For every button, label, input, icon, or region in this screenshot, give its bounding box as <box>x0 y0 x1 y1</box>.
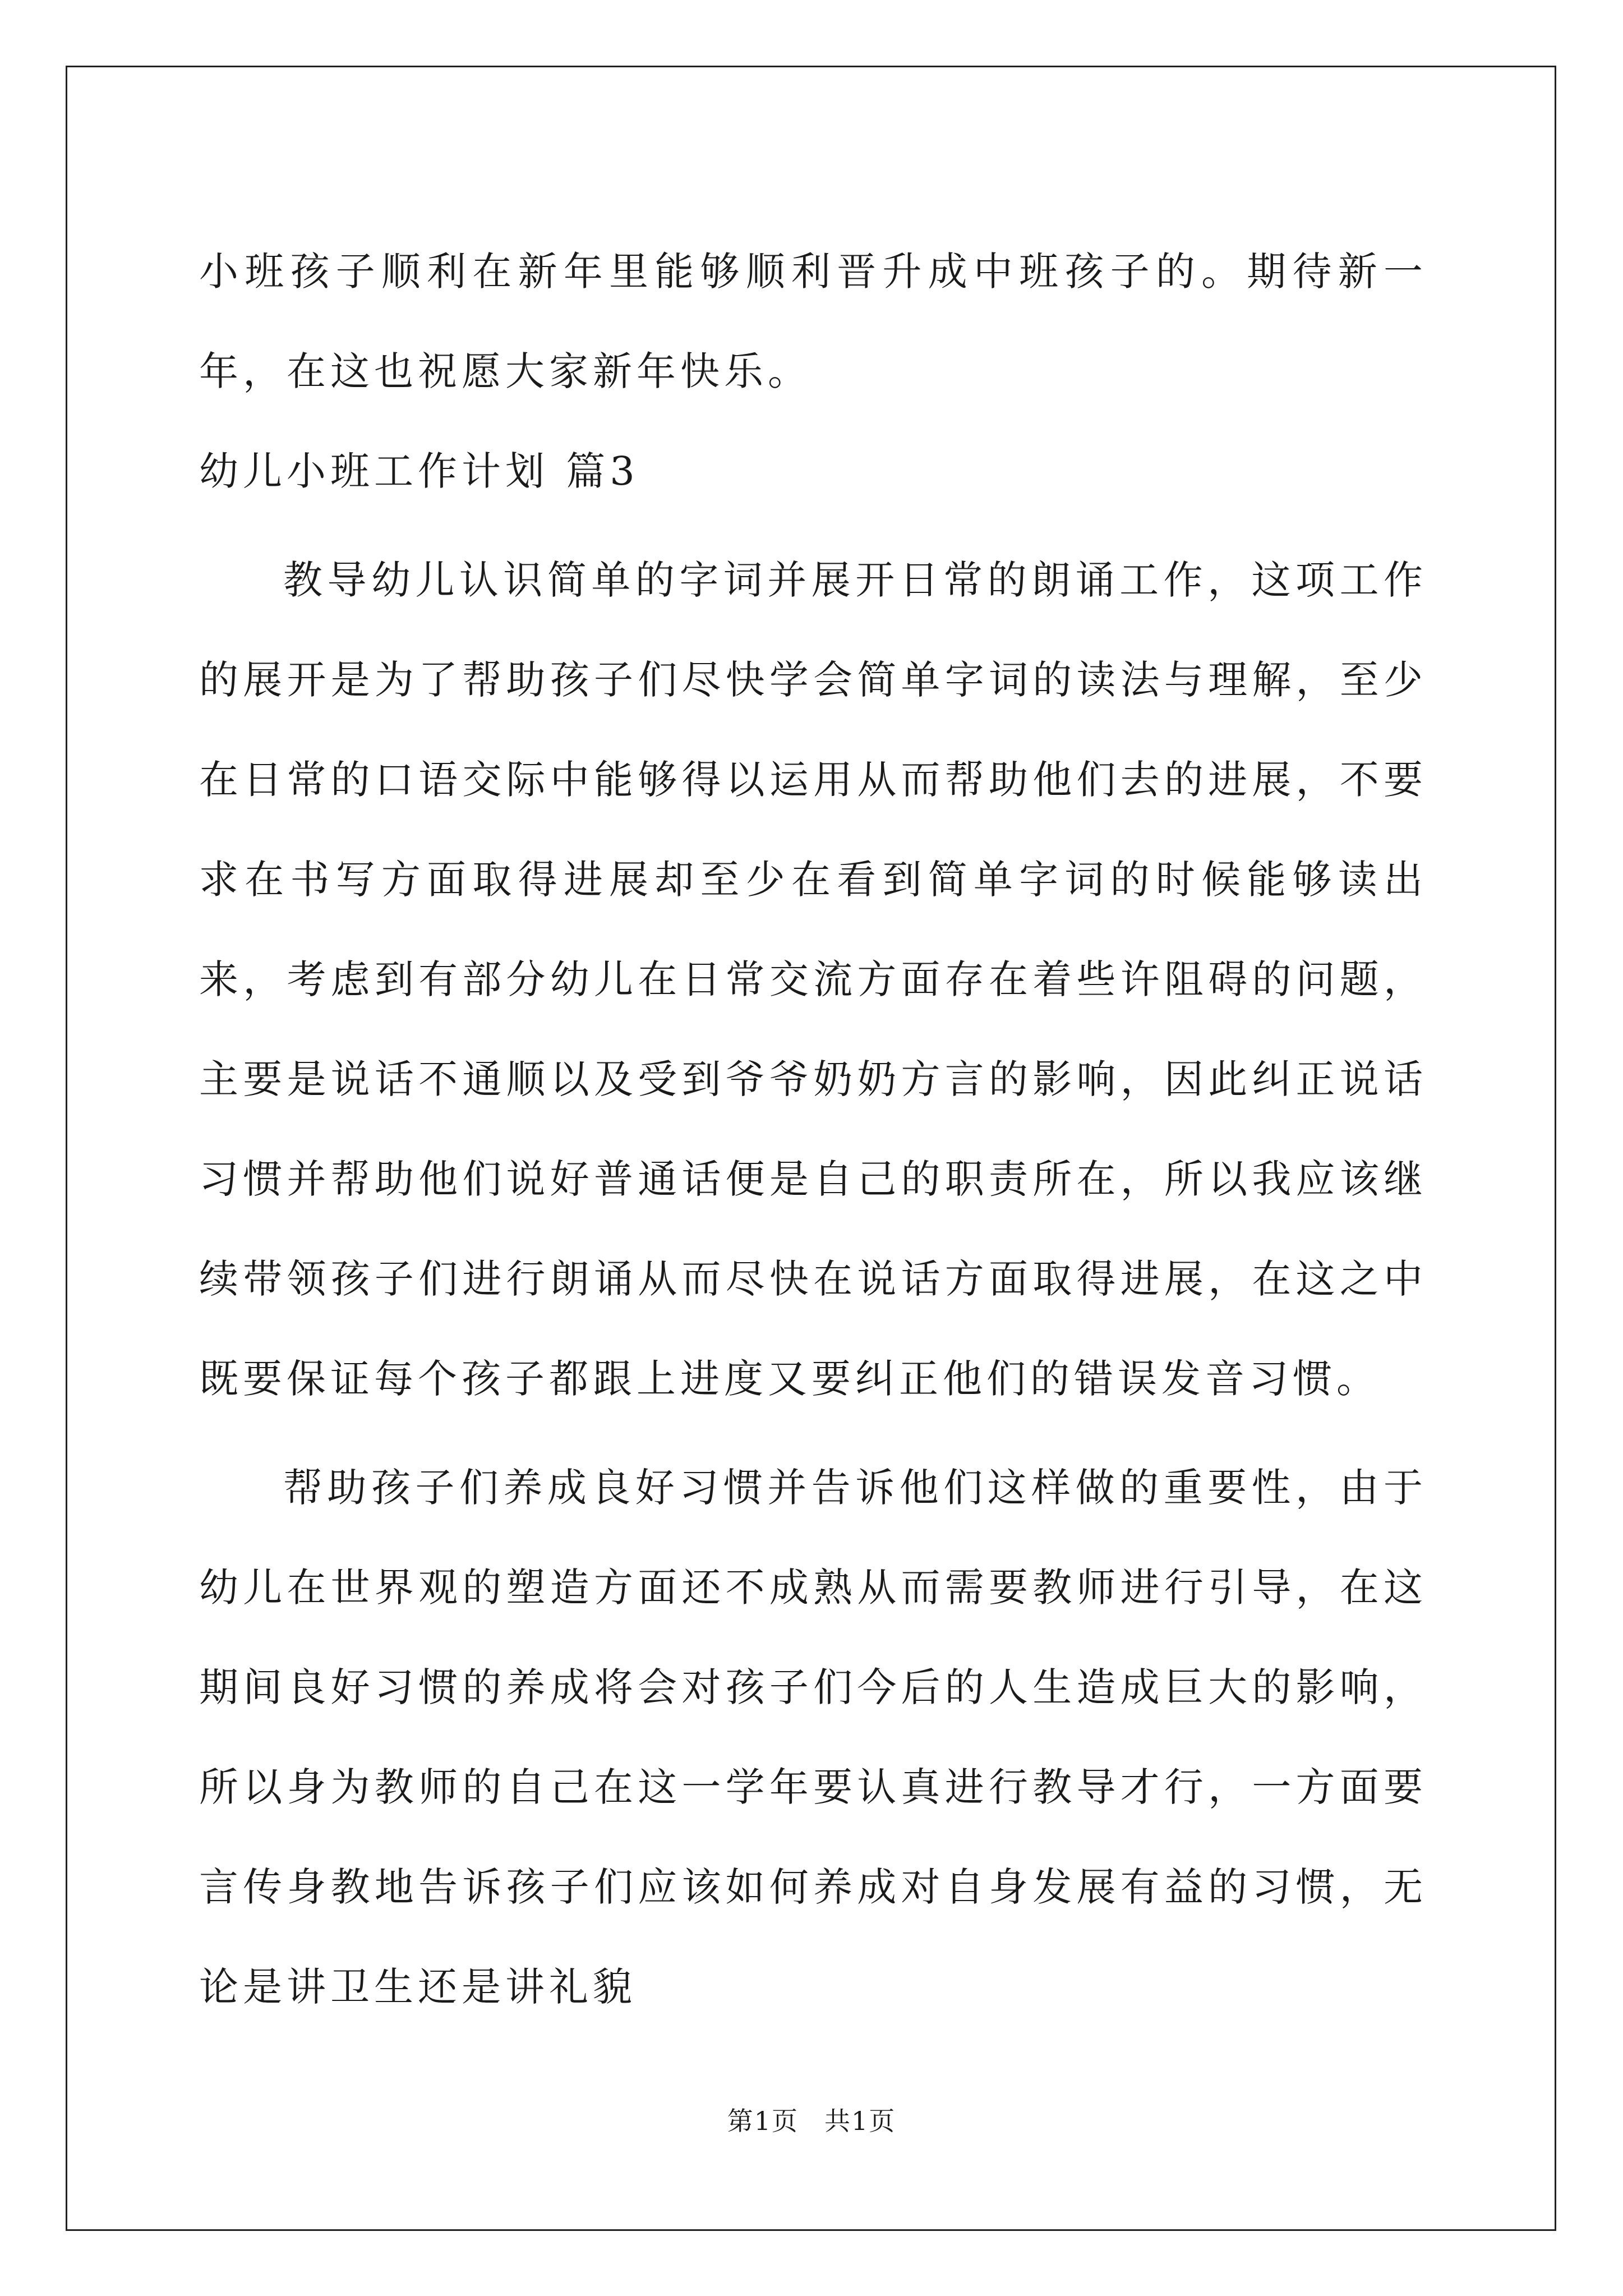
paragraph-habits: 帮助孩子们养成良好习惯并告诉他们这样做的重要性，由于幼儿在世界观的塑造方面还不成熟从而需要教师进行引导，在这期间良好习惯的养成将会对孩子们今后的人生造成巨大的影响，所以身为教师的自己在这一学年要认真进行教导才行，一方面要言传身教地告诉孩子们应该如何养成对自身发展有益的习惯，无论是讲卫生还是讲礼貌 <box>199 1465 1427 2010</box>
page-footer <box>0 2101 1623 2138</box>
paragraph-intro: 小班孩子顺利在新年里能够顺利晋升成中班孩子的。期待新一年，在这也祝愿大家新年快乐。 <box>199 249 1427 394</box>
spacer <box>199 1429 1427 1438</box>
spacer <box>199 521 1427 530</box>
paragraph-reading: 教导幼儿认识简单的字词并展开日常的朗诵工作，这项工作的展开是为了帮助孩子们尽快学会简单字词的读法与理解，至少在日常的口语交际中能够得以运用从而帮助他们去的进展，不要求在书写方面取得进展却至少在看到简单字词的时候能够读出来，考虑到有部分幼儿在日常交流方面存在着些许阻碍的问题，主要是说话不通顺以及受到爷爷奶奶方言的影响，因此纠正说话习惯并帮助他们说好普通话便是自己的职责所在，所以我应该继续带领孩子们进行朗诵从而尽快在说话方面取得进展，在这之中既要保证每个孩子都跟上进度又要纠正他们的错误发音习惯。 <box>199 557 1427 1402</box>
page-total: 共1页 <box>824 2106 896 2136</box>
section-heading: 幼儿小班工作计划 篇3 <box>199 448 639 494</box>
document-body <box>199 222 1427 2037</box>
page-number: 第1页 <box>727 2106 799 2136</box>
